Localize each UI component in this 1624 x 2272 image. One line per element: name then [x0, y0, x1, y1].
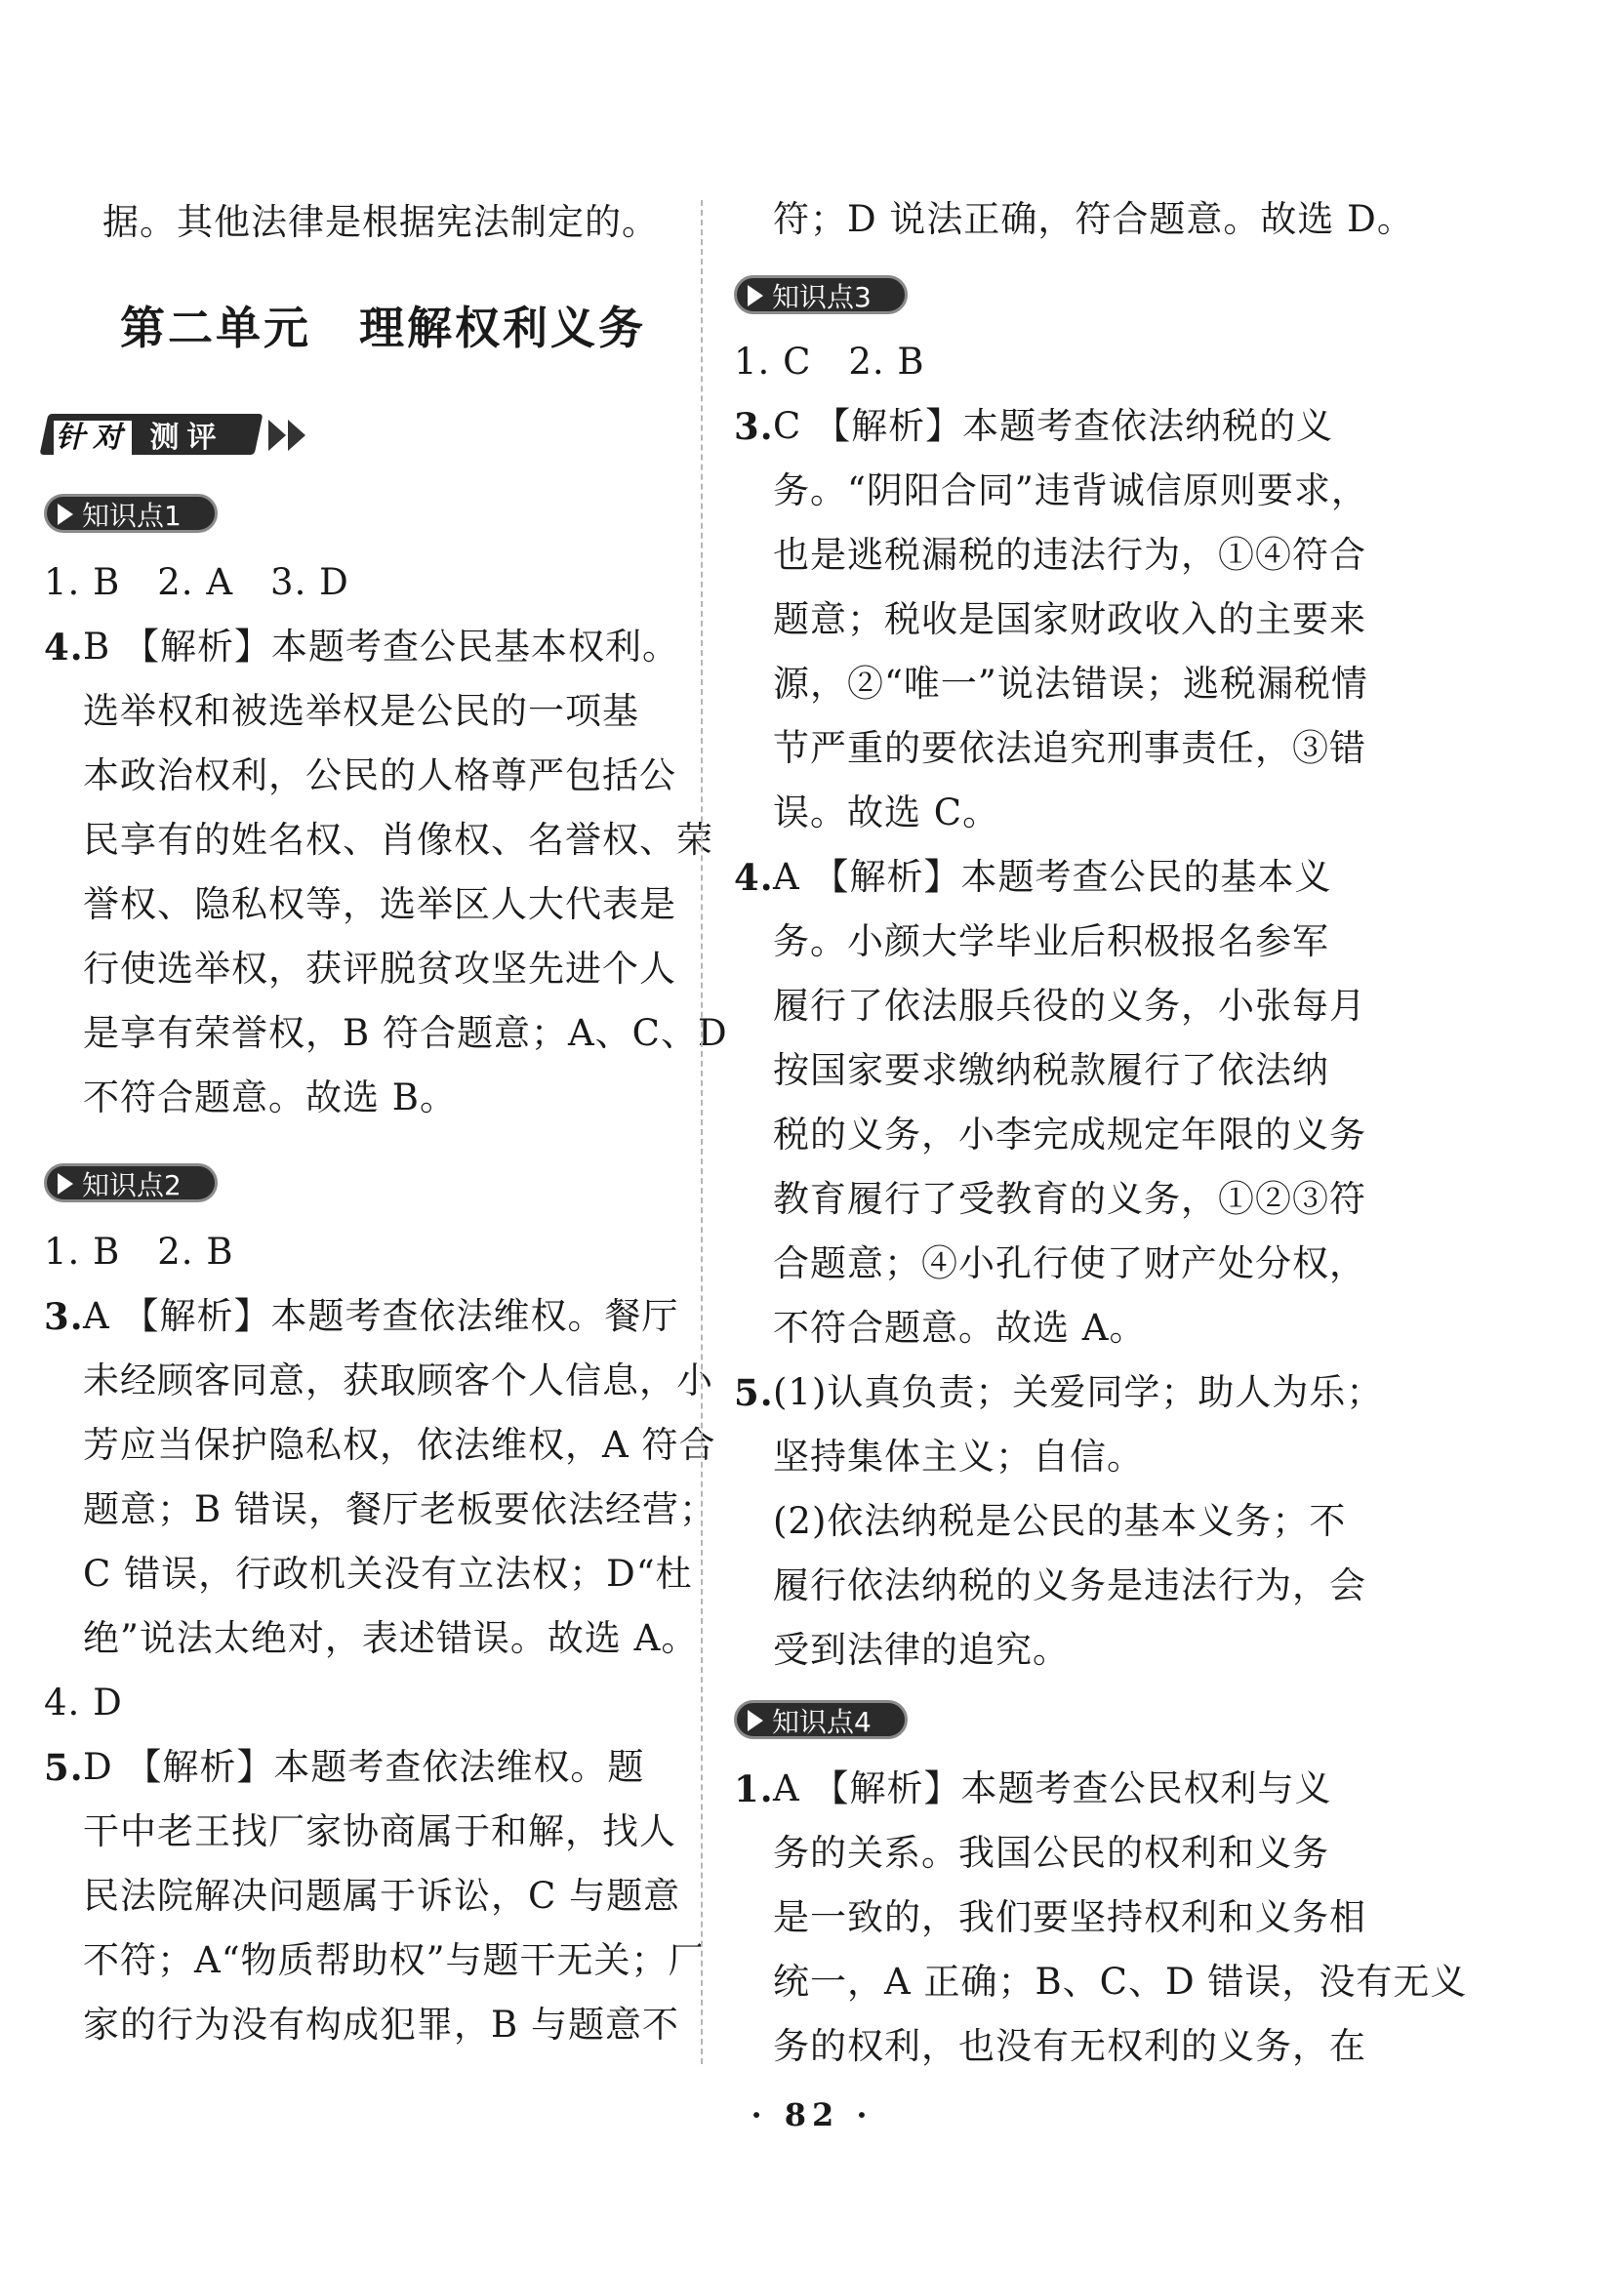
play-triangle-icon — [748, 1710, 763, 1731]
chevron-right-icon — [268, 420, 286, 451]
targeted-assessment-banner — [44, 410, 337, 459]
column-divider — [701, 200, 703, 2064]
kp3-q4-number: 4. — [734, 856, 774, 899]
kp3-answers: 1. C 2. B — [734, 341, 925, 383]
kp2-q3-line: C 错误，行政机关没有立法权；D“杜 — [83, 1553, 693, 1595]
kp3-q4-line: 按国家要求缴纳税款履行了依法纳 — [773, 1049, 1329, 1091]
kp4-q1-line: 统一，A 正确；B、C、D 错误，没有无义 — [773, 1961, 1468, 2003]
knowledge-point-4-badge: 知识点4 — [734, 1700, 908, 1739]
kp3-q5-line: (2)依法纳税是公民的基本义务；不 — [773, 1500, 1347, 1542]
kp1-answers: 1. B 2. A 3. D — [44, 561, 349, 603]
right-top-line: 符；D 说法正确，符合题意。故选 D。 — [773, 198, 1414, 240]
kp4-q1-line: A 【解析】本题考查公民权利与义 — [773, 1767, 1332, 1809]
kp2-q3-line: 绝”说法太绝对，表述错误。故选 A。 — [83, 1617, 699, 1659]
unit-title: 第二单元 理解权利义务 — [120, 302, 646, 354]
kp3-q3-line: 节严重的要依法追究刑事责任，③错 — [773, 727, 1366, 769]
kp2-q3-line: A 【解析】本题考查依法维权。餐厅 — [83, 1295, 679, 1337]
banner-part2: 测评 — [149, 421, 224, 455]
kp2-q5-line: 民法院解决问题属于诉讼，C 与题意 — [83, 1875, 681, 1917]
kp4-q1-line: 务的关系。我国公民的权利和义务 — [773, 1832, 1329, 1874]
left-top-line: 据。其他法律是根据宪法制定的。 — [102, 201, 659, 243]
kp2-q4: 4. D — [44, 1682, 123, 1724]
kp3-q3-number: 3. — [734, 405, 774, 448]
kp3-q3-line: 也是逃税漏税的违法行为，①④符合 — [773, 534, 1366, 576]
kp1-q4-line: 选举权和被选举权是公民的一项基 — [83, 690, 639, 732]
kp2-q3-number: 3. — [44, 1295, 84, 1338]
play-triangle-icon — [58, 1173, 73, 1195]
kp2-q5-number: 5. — [44, 1746, 84, 1789]
kp1-q4-line: 誉权、隐私权等，选举区人大代表是 — [83, 883, 676, 925]
kp2-q5-line: D 【解析】本题考查依法维权。题 — [83, 1746, 645, 1788]
knowledge-point-1-badge: 知识点1 — [44, 494, 218, 533]
kp3-q4-line: A 【解析】本题考查公民的基本义 — [773, 856, 1332, 898]
kp3-q5-line: 履行依法纳税的义务是违法行为，会 — [773, 1564, 1366, 1606]
kp3-q5-line: 坚持集体主义；自信。 — [773, 1436, 1144, 1478]
kp3-q3-line: C 【解析】本题考查依法纳税的义 — [773, 405, 1334, 447]
kp3-q3-line: 源，②“唯一”说法错误；逃税漏税情 — [773, 663, 1368, 705]
play-triangle-icon — [748, 285, 763, 306]
kp1-q4-line: 是享有荣誉权，B 符合题意；A、C、D — [83, 1012, 728, 1054]
page-number: · 82 · — [751, 2096, 873, 2133]
kp1-q4-number: 4. — [44, 626, 84, 669]
banner-part1: 针对 — [56, 421, 130, 455]
kp3-q4-line: 税的义务，小李完成规定年限的义务 — [773, 1114, 1366, 1156]
kp1-q4-line: 不符合题意。故选 B。 — [83, 1076, 457, 1118]
kp2-q5-line: 不符；A“物质帮助权”与题干无关；厂 — [83, 1939, 706, 1981]
kp3-q3-line: 务。“阴阳合同”违背诚信原则要求， — [773, 469, 1368, 511]
kp1-q4-line: 民享有的姓名权、肖像权、名誉权、荣 — [83, 819, 713, 861]
kp1-q4-line: 行使选举权，获评脱贫攻坚先进个人 — [83, 948, 676, 990]
kp3-q4-line: 合题意；④小孔行使了财产处分权， — [773, 1242, 1366, 1284]
kp2-q5-line: 家的行为没有构成犯罪，B 与题意不 — [83, 2004, 679, 2046]
kp3-q5-line: (1)认真负责；关爱同学；助人为乐； — [773, 1371, 1384, 1413]
kp3-q3-line: 误。故选 C。 — [773, 791, 1000, 833]
chevron-right-icon — [288, 420, 305, 451]
kp3-q3-line: 题意；税收是国家财政收入的主要来 — [773, 598, 1366, 640]
kp3-q5-line: 受到法律的追究。 — [773, 1629, 1070, 1671]
kp2-q3-line: 未经顾客同意，获取顾客个人信息，小 — [83, 1359, 713, 1401]
knowledge-point-3-badge: 知识点3 — [734, 275, 908, 314]
kp3-q4-line: 不符合题意。故选 A。 — [773, 1307, 1147, 1349]
knowledge-point-2-badge: 知识点2 — [44, 1163, 218, 1202]
kp2-answers: 1. B 2. B — [44, 1231, 234, 1273]
kp3-q5-number: 5. — [734, 1371, 774, 1414]
kp4-q1-line: 务的权利，也没有无权利的义务，在 — [773, 2025, 1366, 2067]
kp4-q1-line: 是一致的，我们要坚持权利和义务相 — [773, 1896, 1366, 1938]
kp3-q4-line: 务。小颜大学毕业后积极报名参军 — [773, 920, 1329, 962]
kp1-q4-line: B 【解析】本题考查公民基本权利。 — [83, 626, 679, 668]
kp3-q4-line: 教育履行了受教育的义务，①②③符 — [773, 1178, 1366, 1220]
kp2-q5-line: 干中老王找厂家协商属于和解，找人 — [83, 1810, 676, 1852]
kp2-q3-line: 芳应当保护隐私权，依法维权，A 符合 — [83, 1424, 716, 1466]
kp3-q4-line: 履行了依法服兵役的义务，小张每月 — [773, 985, 1366, 1027]
kp2-q3-line: 题意；B 错误，餐厅老板要依法经营； — [83, 1488, 716, 1530]
kp4-q1-number: 1. — [734, 1767, 774, 1810]
play-triangle-icon — [58, 504, 73, 525]
kp1-q4-line: 本政治权利，公民的人格尊严包括公 — [83, 754, 676, 796]
